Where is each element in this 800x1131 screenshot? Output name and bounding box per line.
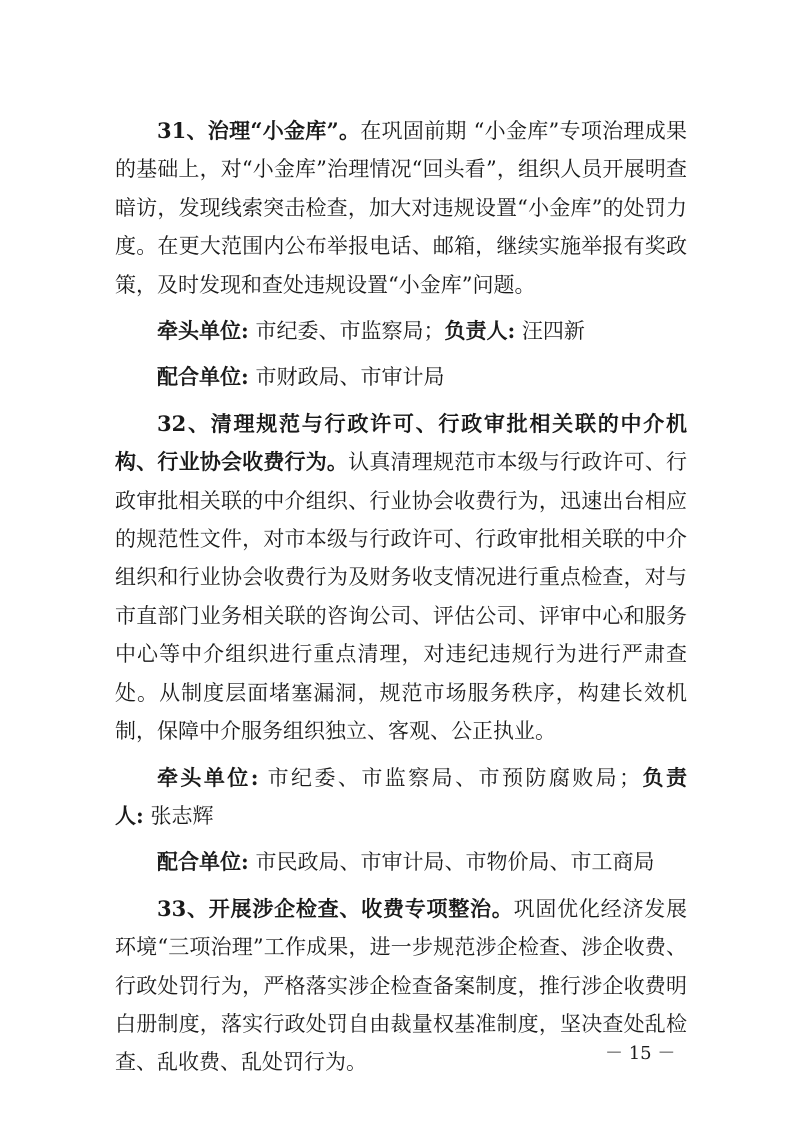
item-32-coop-value: 市民政局、市审计局、市物价局、市工商局 (255, 850, 655, 875)
item-31-heading: 31、治理“小金库”。 (157, 118, 361, 143)
item-31-coop-value: 市财政局、市审计局 (255, 365, 445, 390)
item-32-resp-label: 负责人: (115, 764, 687, 828)
item-32-body: 认真清理规范市本级与行政许可、行政审批相关联的中介组织、行业协会收费行为，迅速出台相应的规范性文件，对市本级与行政许可、行政审批相关联的中介组织和行业协会收费行为及财务收支情况进行重点检查，对与市直部门业务相关联的咨询公司、评估公司、评审中心和服务中心等中介组织进行重点清理，对违纪违规行为进行严肃查处。从制度层面堵塞漏洞，规范市场服务秩序，构建长效机制，保障中介服务组织独立、客观、公正执业。 (115, 450, 688, 744)
item-32-lead-unit (115, 759, 687, 836)
item-31-paragraph (115, 112, 687, 304)
item-33-heading: 33、开展涉企检查、收费专项整治。 (157, 895, 514, 921)
item-31-resp-label: 负责人: (444, 318, 516, 344)
item-32-heading: 32、清理规范与行政许可、行政审批相关联的中介机构、行业协会收费行为。 (115, 410, 687, 475)
item-33-paragraph (115, 890, 687, 1082)
item-32-coop-unit (115, 843, 687, 881)
item-32-coop-label: 配合单位: (157, 849, 249, 875)
item-33-body: 巩固优化经济发展环境“三项治理”工作成果，进一步规范涉企检查、涉企收费、行政处罚行为，严格落实涉企检查备案制度，推行涉企收费明白册制度，落实行政处罚自由裁量权基准制度，坚决查处乱检查、乱收费、乱处罚行为。 (115, 896, 687, 1075)
item-31-lead-unit (115, 312, 687, 350)
item-31-coop-label: 配合单位: (157, 364, 249, 390)
item-31-body: 在巩固前期 “小金库”专项治理成果的基础上，对“小金库”治理情况“回头看”，组织人员开展明查暗访，发现线索突击检查，加大对违规设置“小金库”的处罚力度。在更大范围内公布举报电话、邮箱，继续实施举报有奖政策，及时发现和查处违规设置“小金库”问题。 (115, 119, 687, 297)
item-31-lead-value: 市纪委、市监察局； (255, 319, 445, 344)
item-32-lead-label: 牵头单位: (157, 764, 259, 790)
item-32-lead-value: 市纪委、市监察局、市预防腐败局； (267, 765, 641, 790)
document-page (115, 112, 687, 1082)
item-31-resp-value: 汪四新 (521, 319, 585, 344)
item-32-resp-value: 张志辉 (150, 803, 214, 828)
item-32-paragraph (115, 405, 687, 751)
item-31-coop-unit (115, 358, 687, 396)
page-number: － 15 － (605, 1043, 676, 1064)
item-31-lead-label: 牵头单位: (157, 318, 249, 344)
